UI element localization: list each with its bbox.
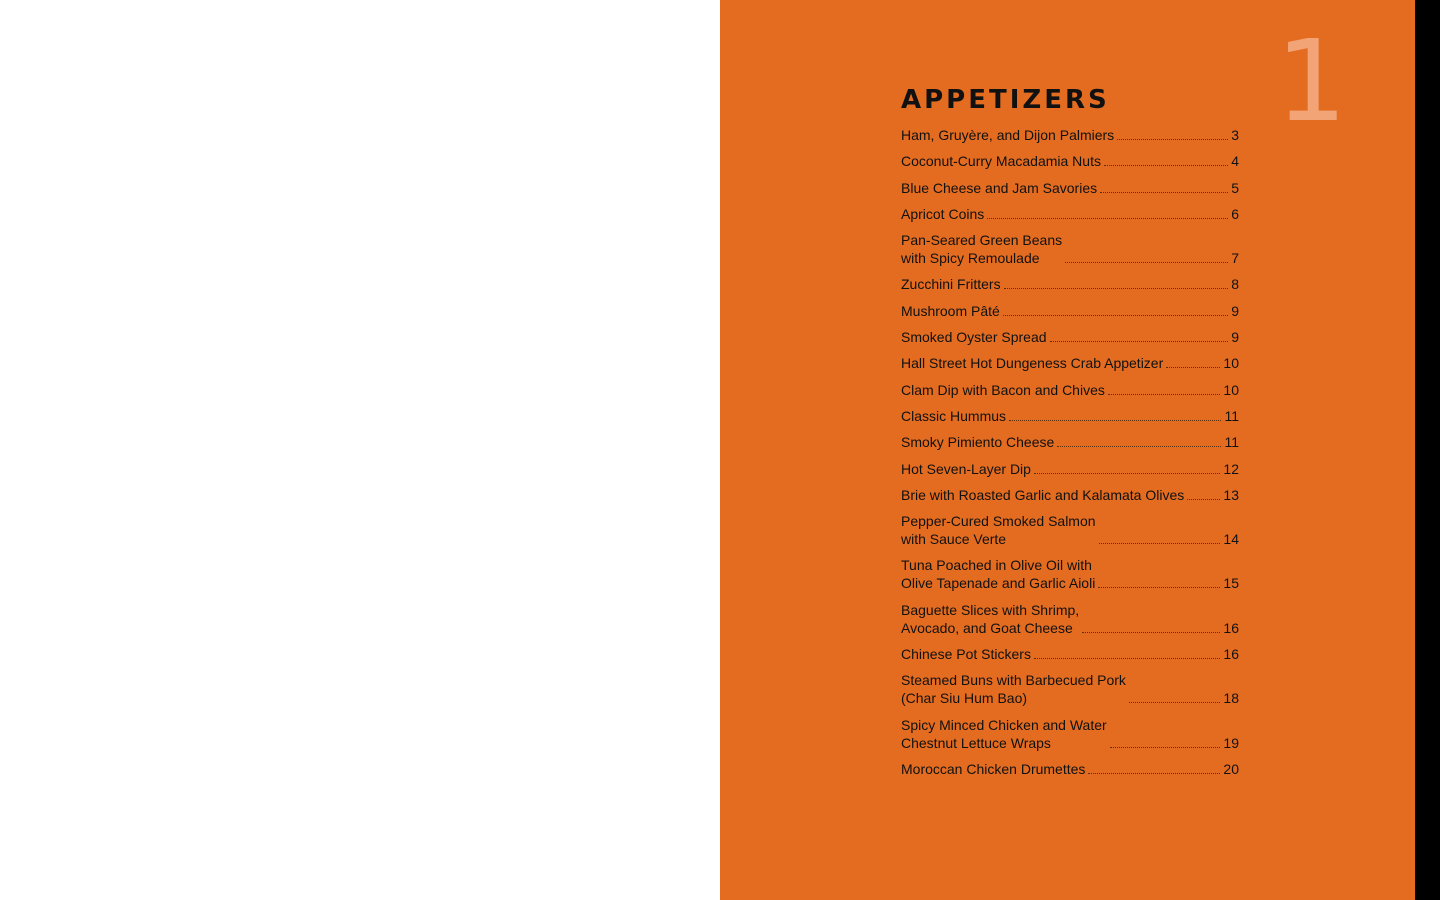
recipe-title: Blue Cheese and Jam Savories: [901, 179, 1098, 196]
page-number: 8: [1231, 276, 1239, 293]
page-number: 14: [1223, 531, 1239, 548]
chapter-number: 1: [1275, 17, 1347, 147]
toc-entry: [901, 126, 1239, 144]
toc-entry: [901, 645, 1239, 663]
dot-leader: [1057, 446, 1221, 447]
dot-leader: [1065, 262, 1228, 263]
toc-entry: [901, 671, 1239, 707]
recipe-title: Steamed Buns with Barbecued Pork (Char Siu Hum Bao): [901, 672, 1126, 707]
toc-entry: [901, 231, 1239, 267]
page-number: 12: [1223, 460, 1239, 477]
dot-leader: [1117, 139, 1228, 140]
toc-entry: [901, 179, 1239, 197]
recipe-title: Pepper-Cured Smoked Salmon with Sauce Verte: [901, 513, 1096, 548]
dot-leader: [1099, 543, 1221, 544]
dot-leader: [1129, 702, 1221, 703]
page-number: 11: [1224, 407, 1239, 424]
recipe-title: Zucchini Fritters: [901, 276, 1001, 293]
page-number: 3: [1231, 127, 1239, 143]
page-number: 11: [1224, 434, 1239, 451]
page-number: 5: [1231, 179, 1239, 196]
dot-leader: [1104, 165, 1228, 166]
page-edge-shadow: [1415, 0, 1440, 900]
dot-leader: [1108, 394, 1221, 395]
toc-entry: [901, 486, 1239, 504]
page-number: 16: [1223, 619, 1239, 636]
recipe-title: Tuna Poached in Olive Oil with Olive Tapenade and Garlic Aioli: [901, 557, 1096, 592]
dot-leader: [1098, 587, 1220, 588]
dot-leader: [1166, 367, 1220, 368]
recipe-title: Hall Street Hot Dungeness Crab Appetizer: [901, 355, 1164, 372]
toc-entry: [901, 407, 1239, 425]
recipe-title: Clam Dip with Bacon and Chives: [901, 381, 1105, 398]
page-number: 10: [1223, 355, 1239, 372]
dot-leader: [1110, 747, 1221, 748]
toc-entry: [901, 328, 1239, 346]
page-number: 10: [1223, 381, 1239, 398]
dot-leader: [1088, 773, 1220, 774]
recipe-title: Brie with Roasted Garlic and Kalamata Olives: [901, 486, 1185, 503]
recipe-title: Chinese Pot Stickers: [901, 646, 1031, 663]
toc-entry: [901, 152, 1239, 170]
page-number: 19: [1223, 734, 1239, 751]
recipe-title: Baguette Slices with Shrimp, Avocado, and Goat Cheese: [901, 601, 1080, 636]
dot-leader: [1003, 315, 1228, 316]
recipe-title: Smoked Oyster Spread: [901, 329, 1047, 346]
table-of-contents: [901, 84, 1239, 786]
page-number: 15: [1223, 575, 1239, 592]
right-page-chapter-opener: [720, 0, 1415, 900]
page-number: 6: [1231, 205, 1239, 222]
recipe-title: Coconut-Curry Macadamia Nuts: [901, 153, 1101, 170]
toc-entry: [901, 760, 1239, 778]
page-number: 20: [1223, 760, 1239, 777]
dot-leader: [1187, 499, 1220, 500]
dot-leader: [1050, 341, 1229, 342]
toc-entry: [901, 556, 1239, 592]
recipe-title: Mushroom Pâté: [901, 302, 1000, 319]
recipe-title: Apricot Coins: [901, 205, 985, 222]
recipe-title: Moroccan Chicken Drumettes: [901, 760, 1086, 777]
dot-leader: [1034, 658, 1220, 659]
toc-entry: [901, 381, 1239, 399]
recipe-title: Smoky Pimiento Cheese: [901, 434, 1055, 451]
page-number: 7: [1231, 250, 1239, 267]
toc-list: [901, 126, 1239, 778]
dot-leader: [1082, 632, 1220, 633]
toc-entry: [901, 433, 1239, 451]
toc-entry: [901, 601, 1239, 637]
recipe-title: Spicy Minced Chicken and Water Chestnut Lettuce Wraps: [901, 716, 1107, 751]
recipe-title: Hot Seven-Layer Dip: [901, 460, 1031, 477]
toc-entry: [901, 512, 1239, 548]
page-number: 13: [1223, 486, 1239, 503]
toc-entry: [901, 205, 1239, 223]
chapter-title: APPETIZERS: [901, 85, 1110, 115]
dot-leader: [1004, 288, 1229, 289]
recipe-title: Classic Hummus: [901, 407, 1007, 424]
page-number: 9: [1231, 302, 1239, 319]
dot-leader: [1034, 473, 1220, 474]
page-number: 16: [1223, 646, 1239, 663]
toc-entry: [901, 302, 1239, 320]
toc-entry: [901, 460, 1239, 478]
page-number: 4: [1231, 153, 1239, 170]
recipe-title: Pan-Seared Green Beans with Spicy Remoulade: [901, 232, 1063, 267]
page-number: 9: [1231, 329, 1239, 346]
toc-entry: [901, 716, 1239, 752]
toc-entry: [901, 354, 1239, 372]
dot-leader: [1100, 192, 1228, 193]
page-number: 18: [1223, 690, 1239, 707]
dot-leader: [987, 218, 1228, 219]
dot-leader: [1009, 420, 1221, 421]
recipe-title: Ham, Gruyère, and Dijon Palmiers: [901, 127, 1115, 143]
toc-entry: [901, 275, 1239, 293]
